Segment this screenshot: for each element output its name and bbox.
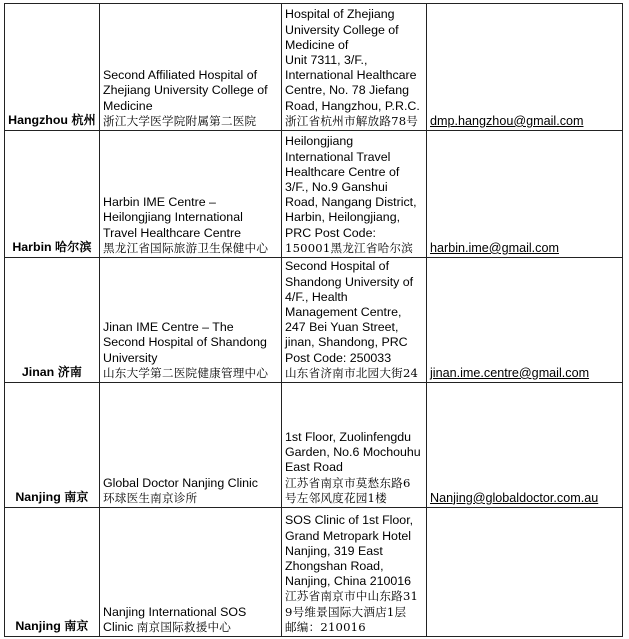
- hospital-cell: Harbin IME Centre – Heilongjiang International Travel Healthcare Centre 黑龙江省国际旅游卫生保健中心: [100, 131, 282, 258]
- clinic-table: [4, 3, 623, 637]
- email-link[interactable]: jinan.ime.centre@gmail.com: [430, 365, 590, 380]
- email-cell: [427, 131, 623, 258]
- email-link[interactable]: Nanjing@globaldoctor.com.au: [430, 490, 599, 505]
- address-cell: 1st Floor, Zuolinfengdu Garden, No.6 Mochouhu East Road 江苏省南京市莫愁东路6 号左邻风度花园1楼: [282, 383, 427, 508]
- email-cell: [427, 4, 623, 131]
- city-cell: Harbin 哈尔滨: [5, 131, 100, 258]
- table-row: [5, 4, 623, 131]
- email-cell: [427, 508, 623, 637]
- table-row: [5, 508, 623, 637]
- address-cell: Hospital of Zhejiang University College of Medicine of Unit 7311, 3/F., International Healthcare Centre, No. 78 Jiefang Road, Hangzhou, P.R.C. 浙江省杭州市解放路78号: [282, 4, 427, 131]
- table-row: [5, 131, 623, 258]
- city-cell: Nanjing 南京: [5, 508, 100, 637]
- city-cell: Hangzhou 杭州: [5, 4, 100, 131]
- hospital-cell: Second Affiliated Hospital of Zhejiang University College of Medicine 浙江大学医学院附属第二医院: [100, 4, 282, 131]
- email-cell: [427, 258, 623, 383]
- city-cell: Jinan 济南: [5, 258, 100, 383]
- hospital-cell: Jinan IME Centre – The Second Hospital of Shandong University 山东大学第二医院健康管理中心: [100, 258, 282, 383]
- address-cell: Heilongjiang International Travel Healthcare Centre of 3/F., No.9 Ganshui Road, Nangang District, Harbin, Heilongjiang, PRC Post Code: 150001黑龙江省哈尔滨: [282, 131, 427, 258]
- hospital-cell: Nanjing International SOS Clinic 南京国际救援中心: [100, 508, 282, 637]
- address-cell: Second Hospital of Shandong University of 4/F., Health Management Centre, 247 Bei Yuan Street, jinan, Shandong, PRC Post Code: 250033 山东省济南市北园大街24: [282, 258, 427, 383]
- address-cell: SOS Clinic of 1st Floor, Grand Metropark Hotel Nanjing, 319 East Zhongshan Road, Nanjing, China 210016 江苏省南京市中山东路31 9号维景国际大酒店1层 邮编：210016: [282, 508, 427, 637]
- email-link[interactable]: harbin.ime@gmail.com: [430, 240, 559, 255]
- hospital-cell: Global Doctor Nanjing Clinic 环球医生南京诊所: [100, 383, 282, 508]
- email-link[interactable]: dmp.hangzhou@gmail.com: [430, 113, 584, 128]
- table-row: [5, 258, 623, 383]
- email-cell: [427, 383, 623, 508]
- table-row: [5, 383, 623, 508]
- city-cell: Nanjing 南京: [5, 383, 100, 508]
